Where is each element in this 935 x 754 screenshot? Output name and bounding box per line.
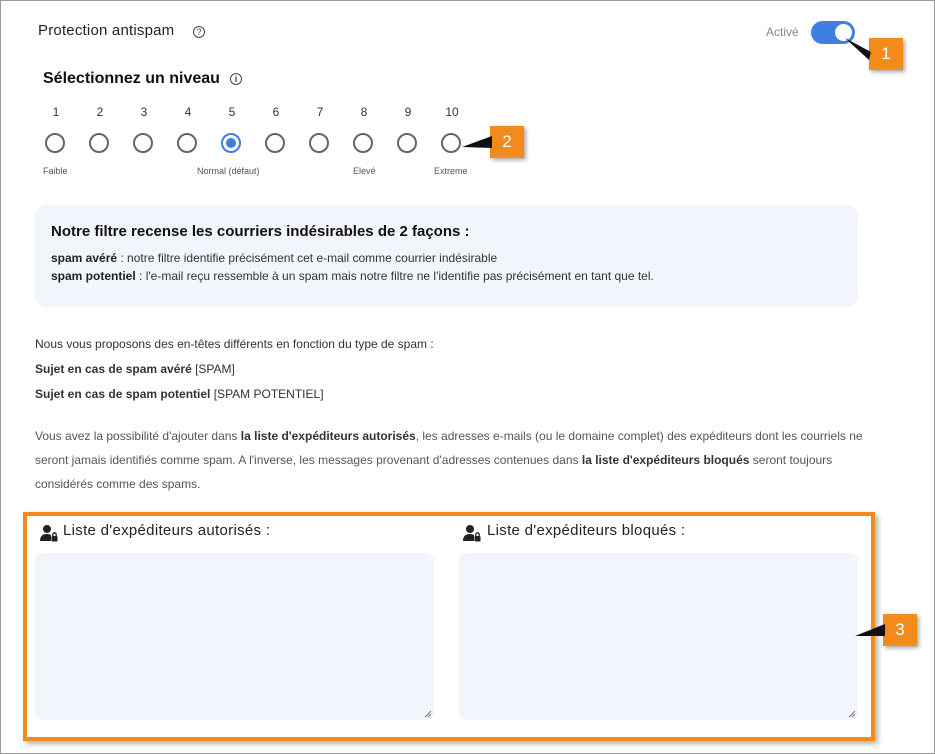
spam-types-infobox bbox=[35, 205, 858, 307]
level-caption-high: Elevé bbox=[353, 166, 376, 176]
page-title: Protection antispam bbox=[38, 22, 175, 39]
confirmed-desc: : notre filtre identifie précisément cet e-mail comme courrier indésirable bbox=[117, 251, 498, 265]
para-bold-blocked: la liste d'expéditeurs bloqués bbox=[581, 453, 750, 467]
headers-intro: Nous vous proposons des en-têtes différents en fonction du type de spam : bbox=[35, 337, 434, 351]
resize-grip-icon[interactable] bbox=[424, 710, 432, 718]
potential-term: spam potentiel bbox=[51, 269, 136, 283]
allowed-senders-textarea[interactable] bbox=[35, 553, 434, 720]
user-lock-icon bbox=[40, 524, 58, 542]
potential-subject-value: [SPAM POTENTIEL] bbox=[210, 387, 324, 401]
confirmed-subject-value: [SPAM] bbox=[191, 362, 235, 376]
potential-subject-label: Sujet en cas de spam potentiel bbox=[35, 387, 211, 401]
level-caption-low: Faible bbox=[43, 166, 68, 176]
potential-subject bbox=[35, 387, 324, 401]
callout-2-pointer bbox=[462, 136, 492, 152]
level-radio-4[interactable] bbox=[177, 133, 197, 153]
level-number: 4 bbox=[184, 105, 192, 119]
toggle-label: Activé bbox=[766, 25, 799, 39]
level-radio-6[interactable] bbox=[265, 133, 285, 153]
blocked-senders-textarea[interactable] bbox=[459, 553, 858, 720]
level-number: 2 bbox=[96, 105, 104, 119]
level-radio-3[interactable] bbox=[133, 133, 153, 153]
infobox-line-potential bbox=[51, 267, 842, 285]
blocked-list-label: Liste d'expéditeurs bloqués : bbox=[487, 522, 686, 539]
level-caption-normal: Normal (défaut) bbox=[197, 166, 260, 176]
level-radio-8[interactable] bbox=[353, 133, 373, 153]
level-radio-9[interactable] bbox=[397, 133, 417, 153]
callout-1-pointer bbox=[845, 38, 871, 60]
level-number: 10 bbox=[445, 105, 459, 119]
level-number: 3 bbox=[140, 105, 148, 119]
level-radio-2[interactable] bbox=[89, 133, 109, 153]
para-bold-allowed: la liste d'expéditeurs autorisés bbox=[240, 429, 416, 443]
confirmed-term: spam avéré bbox=[51, 251, 118, 265]
level-title: Sélectionnez un niveau bbox=[43, 70, 220, 87]
callout-1: 1 bbox=[869, 38, 903, 70]
para-part-3: seront toujours considérés comme des spams. bbox=[35, 453, 833, 491]
confirmed-subject-label: Sujet en cas de spam avéré bbox=[35, 362, 192, 376]
level-radio-5[interactable] bbox=[221, 133, 241, 153]
level-number: 1 bbox=[52, 105, 60, 119]
callout-2: 2 bbox=[490, 126, 524, 158]
resize-grip-icon[interactable] bbox=[848, 710, 856, 718]
level-number: 9 bbox=[404, 105, 412, 119]
callout-3-pointer bbox=[855, 624, 885, 640]
confirmed-subject bbox=[35, 362, 235, 376]
lists-explanation bbox=[35, 424, 865, 496]
level-radio-7[interactable] bbox=[309, 133, 329, 153]
level-caption-extreme: Extreme bbox=[434, 166, 468, 176]
allowed-list-label: Liste d'expéditeurs autorisés : bbox=[63, 522, 271, 539]
level-number: 5 bbox=[228, 105, 236, 119]
infobox-title: Notre filtre recense les courriers indésirables de 2 façons : bbox=[51, 223, 470, 240]
level-radio-10[interactable] bbox=[441, 133, 461, 153]
infobox-line-confirmed bbox=[51, 249, 842, 267]
level-number: 7 bbox=[316, 105, 324, 119]
para-part-1: Vous avez la possibilité d'ajouter dans bbox=[35, 429, 241, 443]
para-part-2: , les adresses e-mails (ou le domaine complet) des expéditeurs dont les courriels ne seront jamais identifiés comme spam. A l'inverse, les messages provenant d'adresses contenues dans bbox=[35, 429, 863, 467]
info-icon[interactable]: i bbox=[230, 73, 242, 85]
user-lock-icon bbox=[463, 524, 481, 542]
help-icon[interactable]: ? bbox=[193, 26, 205, 38]
level-radio-1[interactable] bbox=[45, 133, 65, 153]
level-number: 8 bbox=[360, 105, 368, 119]
callout-3: 3 bbox=[883, 614, 917, 646]
level-number: 6 bbox=[272, 105, 280, 119]
potential-desc: : l'e-mail reçu ressemble à un spam mais notre filtre ne l'identifie pas précisément en tant que tel. bbox=[135, 269, 654, 283]
